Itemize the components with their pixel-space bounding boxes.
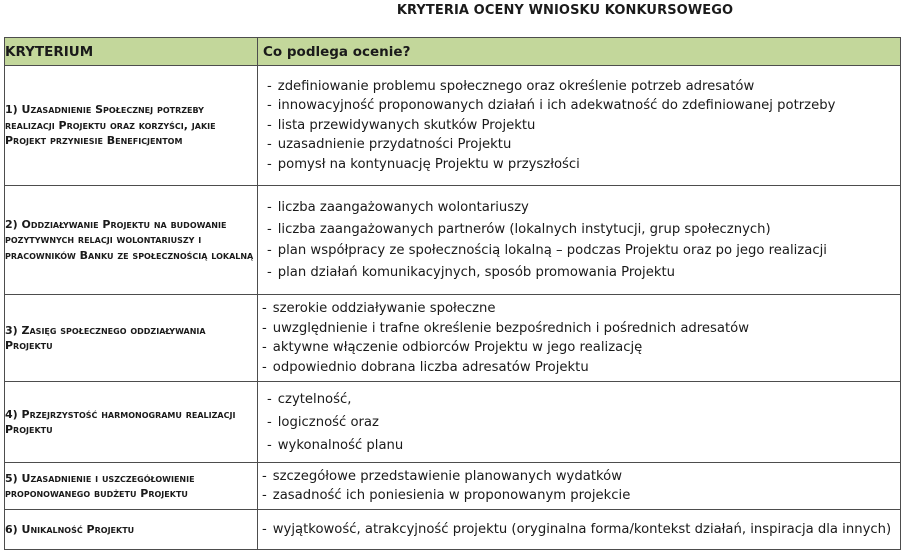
list-item: - uwzględnienie i trafne określenie bezpośrednich i pośrednich adresatów (262, 319, 900, 339)
items-cell (258, 382, 901, 463)
list-item: - aktywne włączenie odbiorców Projektu w jego realizację (262, 338, 900, 358)
item-list (258, 77, 900, 175)
table-row (5, 186, 901, 295)
header-criterion: KRYTERIUM (5, 38, 258, 66)
criterion-cell: 6) Unikalność Projektu (5, 510, 258, 550)
items-cell (258, 186, 901, 295)
list-item: - wykonalność planu (267, 434, 900, 457)
list-item: - lista przewidywanych skutków Projektu (267, 116, 900, 136)
item-list (258, 197, 900, 283)
criterion-cell: 4) Przejrzystość harmonogramu realizacji Projektu (5, 382, 258, 463)
list-item: - uzasadnienie przydatności Projektu (267, 135, 900, 155)
list-item: - odpowiednio dobrana liczba adresatów Projektu (262, 358, 900, 378)
list-item: - szerokie oddziaływanie społeczne (262, 299, 900, 319)
criterion-cell: 2) Oddziaływanie Projektu na budowanie pozytywnych relacji wolontariuszy i pracowników Banku ze społecznością lokalną (5, 186, 258, 295)
list-item: - czytelność, (267, 388, 900, 411)
items-cell (258, 510, 901, 550)
criteria-table (4, 37, 901, 550)
item-list (258, 520, 900, 539)
list-item: - liczba zaangażowanych partnerów (lokalnych instytucji, grup społecznych) (267, 219, 900, 241)
items-cell (258, 66, 901, 186)
header-evaluated: Co podlega ocenie? (258, 38, 901, 66)
table-row (5, 463, 901, 510)
table-row (5, 66, 901, 186)
list-item: - zasadność ich poniesienia w proponowanym projekcie (262, 486, 900, 505)
items-cell (258, 463, 901, 510)
criterion-cell: 1) Uzasadnienie Społecznej potrzeby realizacji Projektu oraz korzyści, jakie Projekt przyniesie Beneficjentom (5, 66, 258, 186)
list-item: - wyjątkowość, atrakcyjność projektu (oryginalna forma/kontekst działań, inspiracja dla innych) (262, 520, 900, 539)
list-item: - plan działań komunikacyjnych, sposób promowania Projektu (267, 262, 900, 284)
table-header-row (5, 38, 901, 66)
items-cell (258, 295, 901, 382)
item-list (258, 467, 900, 505)
item-list (258, 388, 900, 457)
document-title: KRYTERIA OCENY WNIOSKU KONKURSOWEGO (396, 3, 734, 18)
list-item: - pomysł na kontynuację Projektu w przyszłości (267, 155, 900, 175)
table-row (5, 510, 901, 550)
table-row (5, 382, 901, 463)
list-item: - plan współpracy ze społecznością lokalną – podczas Projektu oraz po jego realizacji (267, 240, 900, 262)
list-item: - logiczność oraz (267, 411, 900, 434)
list-item: - innowacyjność proponowanych działań i ich adekwatność do zdefiniowanej potrzeby (267, 96, 900, 116)
criterion-cell: 5) Uzasadnienie i uszczegółowienie proponowanego budżetu Projektu (5, 463, 258, 510)
item-list (258, 299, 900, 377)
table-row (5, 295, 901, 382)
list-item: - zdefiniowanie problemu społecznego oraz określenie potrzeb adresatów (267, 77, 900, 97)
list-item: - liczba zaangażowanych wolontariuszy (267, 197, 900, 219)
list-item: - szczegółowe przedstawienie planowanych wydatków (262, 467, 900, 486)
criterion-cell: 3) Zasięg społecznego oddziaływania Projektu (5, 295, 258, 382)
